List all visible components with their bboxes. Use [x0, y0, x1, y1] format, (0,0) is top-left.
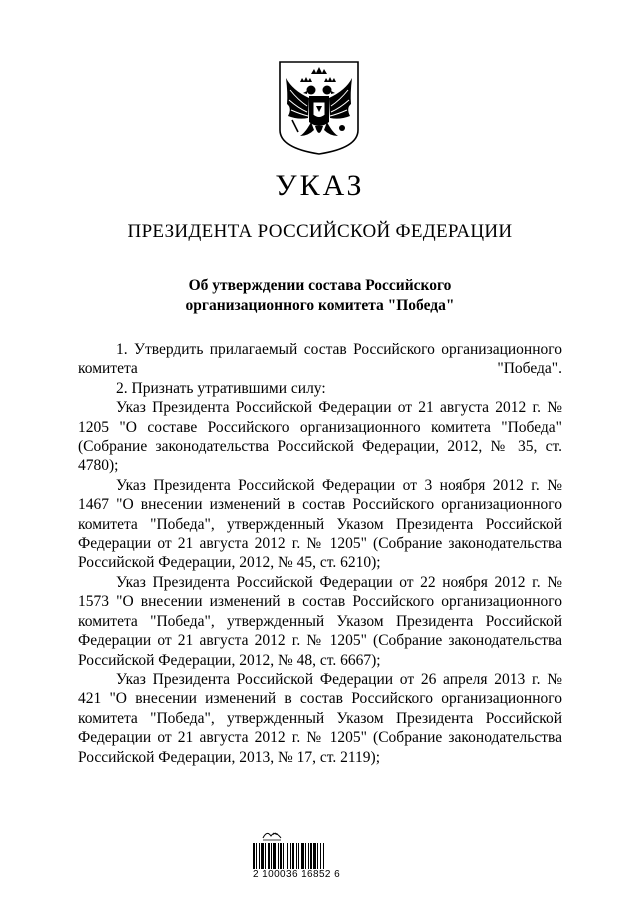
issuer-subtitle: ПРЕЗИДЕНТА РОССИЙСКОЙ ФЕДЕРАЦИИ — [127, 221, 513, 242]
barcode-number: 2 100036 16852 6 — [253, 869, 341, 880]
paragraph-2: 2. Признать утратившими силу: — [116, 379, 326, 397]
svg-text:Ис: Ис — [273, 831, 278, 836]
repealed-decree-item: Указ Президента Российской Федерации от 26 апреля 2013 г. № 421 "О внесении изменений в состав Российского организационного комитета "Победа", утвержденный Указом Президента Российской Федерации от 21 августа 2012 г. № 1205" (Собрание законодательства Российской Федерации, 2013, № 17, ст. 2119); — [78, 670, 562, 766]
document-heading-line-1: Об утверждении состава Российского — [188, 277, 452, 294]
footer — [253, 828, 383, 880]
russian-coat-of-arms-icon — [278, 60, 360, 156]
paragraph-1: 1. Утвердить прилагаемый состав Российского организационного комитета "Победа". — [78, 341, 562, 378]
document-type-title: УКАЗ — [275, 169, 365, 202]
repealed-decree-item: Указ Президента Российской Федерации от 3 ноября 2012 г. № 1467 "О внесении изменений в состав Российского организационного комитета "Победа", утвержденный Указом Президента Российской Федерации от 21 августа 2012 г. № 1205" (Собрание законодательства Российской Федерации, 2012, № 45, ст. 6210); — [78, 476, 562, 572]
document-heading — [0, 276, 640, 316]
repealed-decree-item: Указ Президента Российской Федерации от 21 августа 2012 г. № 1205 "О составе Российского организационного комитета "Победа" (Собрание законодательства Российской Федерации, 2012, № 35, ст. 4780); — [78, 399, 562, 475]
document-heading-line-2: организационного комитета "Победа" — [185, 297, 455, 314]
barcode-icon — [253, 843, 365, 869]
repealed-decree-item: Указ Президента Российской Федерации от 22 ноября 2012 г. № 1573 "О внесении изменений в состав Российского организационного комитета "Победа", утвержденный Указом Президента Российской Федерации от 21 августа 2012 г. № 1205" (Собрание законодательства Российской Федерации, 2012, № 48, ст. 6667); — [78, 573, 562, 669]
printing-house-logo-icon — [261, 828, 283, 842]
document-body — [78, 340, 562, 767]
